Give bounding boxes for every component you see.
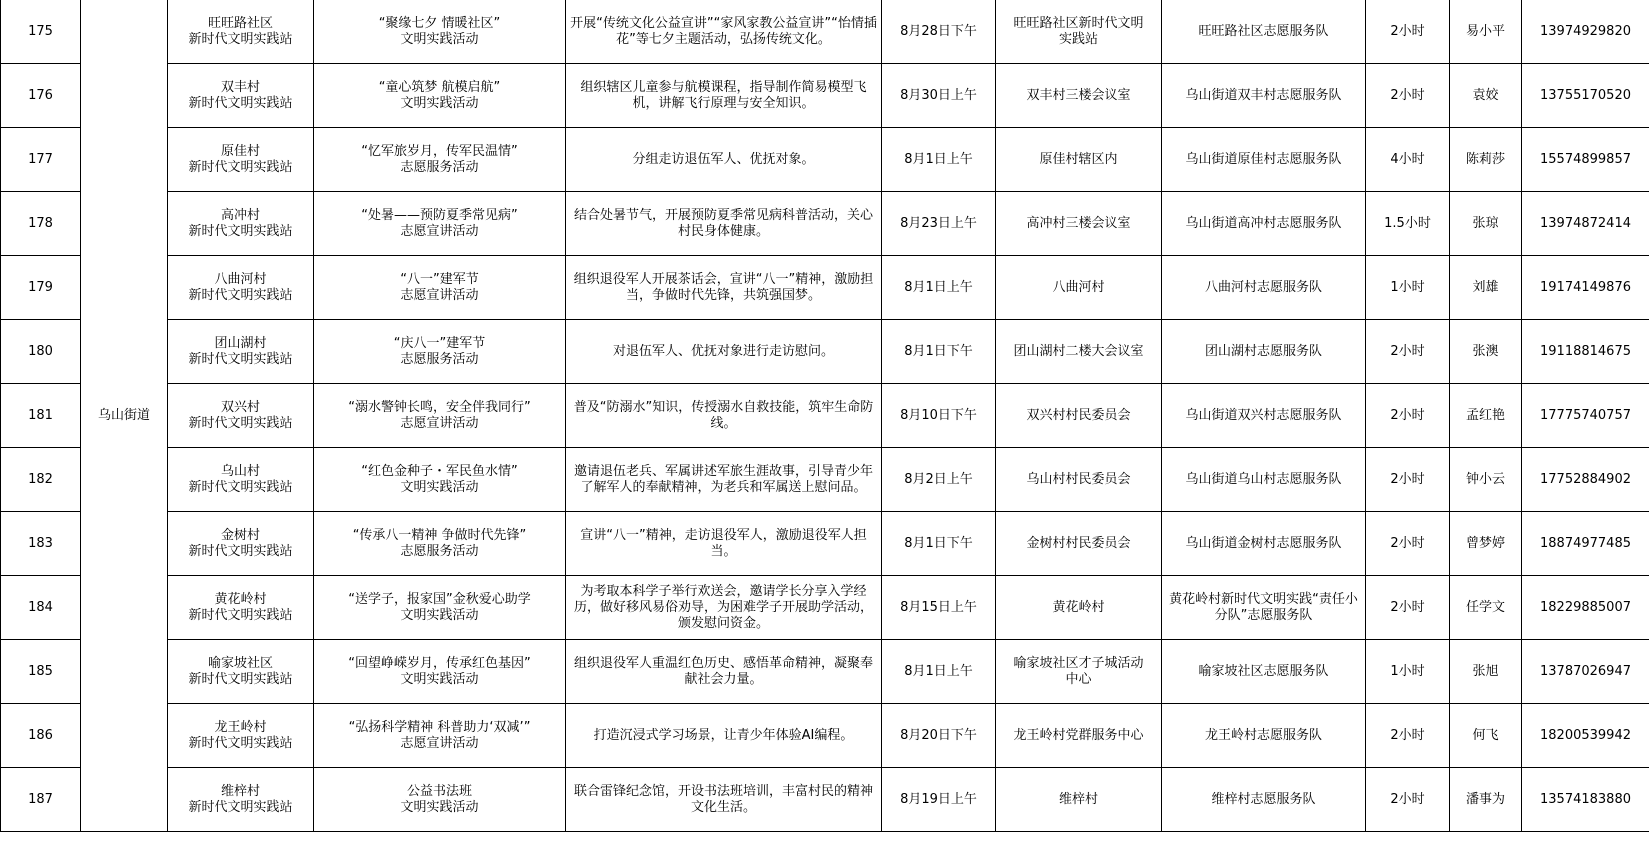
duration-cell: 2小时 [1366, 0, 1450, 64]
activity-name-cell: “传承八一精神 争做时代先锋” 志愿服务活动 [314, 512, 566, 576]
table-row [1, 384, 1649, 448]
activity-name-cell: “八一”建军节 志愿宣讲活动 [314, 256, 566, 320]
table-row [1, 704, 1649, 768]
station-cell: 八曲河村 新时代文明实践站 [168, 256, 314, 320]
table-row [1, 64, 1649, 128]
table-row [1, 448, 1649, 512]
contact-phone-cell: 18229885007 [1522, 576, 1649, 640]
activity-place-cell: 团山湖村二楼大会议室 [996, 320, 1162, 384]
contact-phone-cell: 13974872414 [1522, 192, 1649, 256]
contact-person-cell: 袁姣 [1450, 64, 1522, 128]
activity-time-cell: 8月30日上午 [882, 64, 996, 128]
volunteer-team-cell: 乌山街道原佳村志愿服务队 [1162, 128, 1366, 192]
volunteer-team-cell: 黄花岭村新时代文明实践“责任小分队”志愿服务队 [1162, 576, 1366, 640]
station-cell: 团山湖村 新时代文明实践站 [168, 320, 314, 384]
activity-place-cell: 黄花岭村 [996, 576, 1162, 640]
table-row [1, 576, 1649, 640]
table-row [1, 0, 1649, 64]
contact-phone-cell: 18874977485 [1522, 512, 1649, 576]
activity-time-cell: 8月1日下午 [882, 512, 996, 576]
contact-phone-cell: 15574899857 [1522, 128, 1649, 192]
activity-name-cell: “忆军旅岁月，传军民温情” 志愿服务活动 [314, 128, 566, 192]
volunteer-team-cell: 维梓村志愿服务队 [1162, 768, 1366, 832]
row-number: 181 [1, 384, 81, 448]
station-cell: 高冲村 新时代文明实践站 [168, 192, 314, 256]
activity-name-cell: “弘扬科学精神 科普助力‘双减’” 志愿宣讲活动 [314, 704, 566, 768]
activity-time-cell: 8月2日上午 [882, 448, 996, 512]
contact-person-cell: 任学文 [1450, 576, 1522, 640]
activity-place-cell: 喻家坡社区才子城活动 中心 [996, 640, 1162, 704]
activity-time-cell: 8月23日上午 [882, 192, 996, 256]
row-number: 185 [1, 640, 81, 704]
station-cell: 龙王岭村 新时代文明实践站 [168, 704, 314, 768]
duration-cell: 2小时 [1366, 704, 1450, 768]
activity-description-cell: 开展“传统文化公益宣讲”“家风家教公益宣讲”“怡情插花”等七夕主题活动，弘扬传统文化。 [566, 0, 882, 64]
station-cell: 黄花岭村 新时代文明实践站 [168, 576, 314, 640]
activity-place-cell: 双丰村三楼会议室 [996, 64, 1162, 128]
volunteer-team-cell: 乌山街道金树村志愿服务队 [1162, 512, 1366, 576]
station-cell: 原佳村 新时代文明实践站 [168, 128, 314, 192]
station-cell: 双兴村 新时代文明实践站 [168, 384, 314, 448]
duration-cell: 2小时 [1366, 448, 1450, 512]
activity-name-cell: “聚缘七夕 情暖社区” 文明实践活动 [314, 0, 566, 64]
volunteer-team-cell: 旺旺路社区志愿服务队 [1162, 0, 1366, 64]
contact-phone-cell: 13574183880 [1522, 768, 1649, 832]
duration-cell: 2小时 [1366, 384, 1450, 448]
contact-person-cell: 孟红艳 [1450, 384, 1522, 448]
contact-phone-cell: 19118814675 [1522, 320, 1649, 384]
contact-phone-cell: 13974929820 [1522, 0, 1649, 64]
table-row [1, 320, 1649, 384]
activity-time-cell: 8月1日下午 [882, 320, 996, 384]
duration-cell: 2小时 [1366, 768, 1450, 832]
volunteer-team-cell: 八曲河村志愿服务队 [1162, 256, 1366, 320]
volunteer-team-cell: 乌山街道双兴村志愿服务队 [1162, 384, 1366, 448]
activity-name-cell: “处暑——预防夏季常见病” 志愿宣讲活动 [314, 192, 566, 256]
contact-person-cell: 钟小云 [1450, 448, 1522, 512]
activity-place-cell: 原佳村辖区内 [996, 128, 1162, 192]
station-cell: 双丰村 新时代文明实践站 [168, 64, 314, 128]
row-number: 179 [1, 256, 81, 320]
station-cell: 维梓村 新时代文明实践站 [168, 768, 314, 832]
activity-name-cell: “童心筑梦 航模启航” 文明实践活动 [314, 64, 566, 128]
contact-person-cell: 何飞 [1450, 704, 1522, 768]
contact-person-cell: 陈莉莎 [1450, 128, 1522, 192]
activity-description-cell: 结合处暑节气，开展预防夏季常见病科普活动，关心村民身体健康。 [566, 192, 882, 256]
activity-name-cell: “送学子，报家国”金秋爱心助学 文明实践活动 [314, 576, 566, 640]
activity-description-cell: 组织退役军人开展茶话会，宣讲“八一”精神，激励担当，争做时代先锋，共筑强国梦。 [566, 256, 882, 320]
volunteer-team-cell: 团山湖村志愿服务队 [1162, 320, 1366, 384]
station-cell: 金树村 新时代文明实践站 [168, 512, 314, 576]
activity-description-cell: 打造沉浸式学习场景，让青少年体验AI编程。 [566, 704, 882, 768]
activity-description-cell: 为考取本科学子举行欢送会，邀请学长分享入学经历，做好移风易俗劝导，为困难学子开展助学活动，颁发慰问资金。 [566, 576, 882, 640]
activity-description-cell: 组织退役军人重温红色历史、感悟革命精神，凝聚奉献社会力量。 [566, 640, 882, 704]
activity-time-cell: 8月28日下午 [882, 0, 996, 64]
activity-name-cell: “溺水警钟长鸣，安全伴我同行” 志愿宣讲活动 [314, 384, 566, 448]
table-row [1, 768, 1649, 832]
table-row [1, 256, 1649, 320]
row-number: 176 [1, 64, 81, 128]
duration-cell: 2小时 [1366, 512, 1450, 576]
contact-person-cell: 潘事为 [1450, 768, 1522, 832]
activity-name-cell: “红色金种子・军民鱼水情” 文明实践活动 [314, 448, 566, 512]
table-row [1, 512, 1649, 576]
duration-cell: 2小时 [1366, 64, 1450, 128]
row-number: 180 [1, 320, 81, 384]
volunteer-team-cell: 乌山街道乌山村志愿服务队 [1162, 448, 1366, 512]
duration-cell: 1小时 [1366, 640, 1450, 704]
table-row [1, 192, 1649, 256]
row-number: 178 [1, 192, 81, 256]
row-number: 177 [1, 128, 81, 192]
volunteer-team-cell: 乌山街道双丰村志愿服务队 [1162, 64, 1366, 128]
row-number: 183 [1, 512, 81, 576]
contact-person-cell: 易小平 [1450, 0, 1522, 64]
station-cell: 旺旺路社区 新时代文明实践站 [168, 0, 314, 64]
contact-person-cell: 张琼 [1450, 192, 1522, 256]
volunteer-team-cell: 喻家坡社区志愿服务队 [1162, 640, 1366, 704]
activity-description-cell: 普及“防溺水”知识，传授溺水自救技能，筑牢生命防线。 [566, 384, 882, 448]
volunteer-team-cell: 乌山街道高冲村志愿服务队 [1162, 192, 1366, 256]
activity-time-cell: 8月15日上午 [882, 576, 996, 640]
volunteer-team-cell: 龙王岭村志愿服务队 [1162, 704, 1366, 768]
activity-place-cell: 高冲村三楼会议室 [996, 192, 1162, 256]
contact-phone-cell: 13755170520 [1522, 64, 1649, 128]
activity-time-cell: 8月1日上午 [882, 640, 996, 704]
activity-place-cell: 龙王岭村党群服务中心 [996, 704, 1162, 768]
duration-cell: 1.5小时 [1366, 192, 1450, 256]
row-number: 184 [1, 576, 81, 640]
contact-person-cell: 曾梦婷 [1450, 512, 1522, 576]
station-cell: 乌山村 新时代文明实践站 [168, 448, 314, 512]
activity-time-cell: 8月1日上午 [882, 256, 996, 320]
table-row [1, 640, 1649, 704]
duration-cell: 2小时 [1366, 576, 1450, 640]
activity-time-cell: 8月10日下午 [882, 384, 996, 448]
row-number: 175 [1, 0, 81, 64]
activity-description-cell: 分组走访退伍军人、优抚对象。 [566, 128, 882, 192]
row-number: 186 [1, 704, 81, 768]
contact-phone-cell: 17752884902 [1522, 448, 1649, 512]
row-number: 187 [1, 768, 81, 832]
duration-cell: 4小时 [1366, 128, 1450, 192]
activity-description-cell: 邀请退伍老兵、军属讲述军旅生涯故事，引导青少年了解军人的奉献精神，为老兵和军属送上慰问品。 [566, 448, 882, 512]
activity-description-cell: 组织辖区儿童参与航模课程，指导制作简易模型飞机，讲解飞行原理与安全知识。 [566, 64, 882, 128]
activity-place-cell: 旺旺路社区新时代文明 实践站 [996, 0, 1162, 64]
activity-time-cell: 8月20日下午 [882, 704, 996, 768]
activity-name-cell: 公益书法班 文明实践活动 [314, 768, 566, 832]
contact-person-cell: 张澳 [1450, 320, 1522, 384]
contact-person-cell: 张旭 [1450, 640, 1522, 704]
street-cell: 乌山街道 [81, 0, 168, 832]
table-row [1, 128, 1649, 192]
activity-place-cell: 乌山村村民委员会 [996, 448, 1162, 512]
activity-place-cell: 双兴村村民委员会 [996, 384, 1162, 448]
contact-phone-cell: 17775740757 [1522, 384, 1649, 448]
station-cell: 喻家坡社区 新时代文明实践站 [168, 640, 314, 704]
contact-person-cell: 刘雄 [1450, 256, 1522, 320]
activity-time-cell: 8月19日上午 [882, 768, 996, 832]
row-number: 182 [1, 448, 81, 512]
contact-phone-cell: 19174149876 [1522, 256, 1649, 320]
activity-name-cell: “庆八一”建军节 志愿服务活动 [314, 320, 566, 384]
activity-time-cell: 8月1日上午 [882, 128, 996, 192]
activity-place-cell: 八曲河村 [996, 256, 1162, 320]
duration-cell: 1小时 [1366, 256, 1450, 320]
activity-description-cell: 对退伍军人、优抚对象进行走访慰问。 [566, 320, 882, 384]
contact-phone-cell: 13787026947 [1522, 640, 1649, 704]
duration-cell: 2小时 [1366, 320, 1450, 384]
contact-phone-cell: 18200539942 [1522, 704, 1649, 768]
activity-description-cell: 联合雷锋纪念馆，开设书法班培训，丰富村民的精神文化生活。 [566, 768, 882, 832]
activity-name-cell: “回望峥嵘岁月，传承红色基因” 文明实践活动 [314, 640, 566, 704]
activity-place-cell: 金树村村民委员会 [996, 512, 1162, 576]
activity-description-cell: 宣讲“八一”精神，走访退役军人，激励退役军人担当。 [566, 512, 882, 576]
table-body [1, 0, 1649, 832]
activity-place-cell: 维梓村 [996, 768, 1162, 832]
